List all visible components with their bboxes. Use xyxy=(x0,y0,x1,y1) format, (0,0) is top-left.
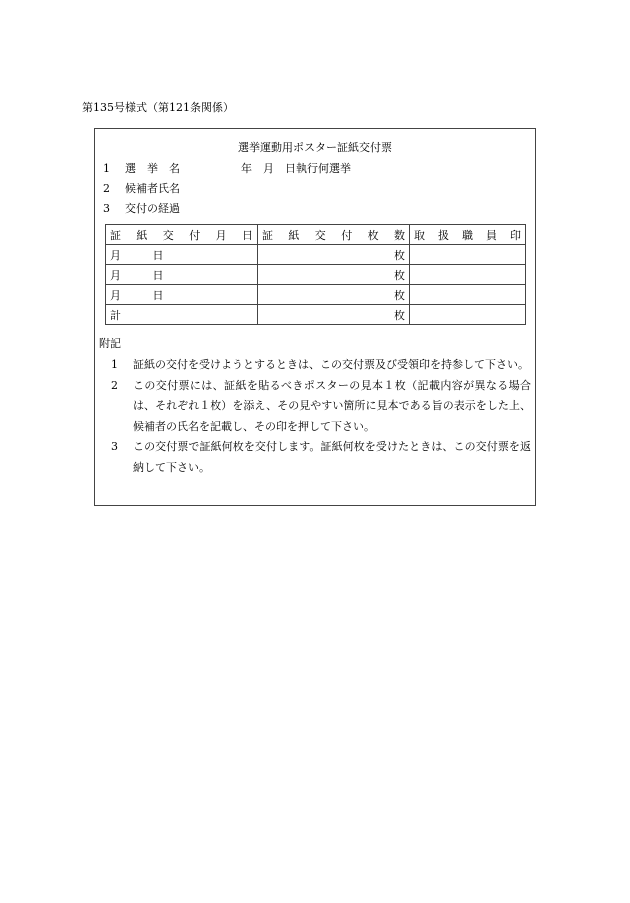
seal-cell xyxy=(410,305,526,325)
table-row xyxy=(106,245,526,265)
form-title: 選挙運動用ポスター証紙交付票 xyxy=(238,141,392,154)
column-header-staff-seal: 取扱職員印 xyxy=(410,225,526,245)
field-issuance-history xyxy=(103,202,180,216)
election-date-suffix: 年 月 日執行何選挙 xyxy=(241,162,351,175)
field-label: 交付の経過 xyxy=(125,202,180,215)
table-header-row xyxy=(106,225,526,245)
note-item xyxy=(111,355,531,376)
field-number: 3 xyxy=(103,202,110,215)
column-header-count: 証紙交付枚数 xyxy=(258,225,410,245)
total-label: 計 xyxy=(106,305,258,325)
note-item xyxy=(111,437,531,478)
issuance-table xyxy=(105,224,526,325)
note-text: この交付票には、証紙を貼るべきポスターの見本１枚（記載内容が異なる場合は、それぞれ１枚）を添え、その見やすい箇所に見本である旨の表示をした上、候補者の氏名を記載し、その印を押して下さい。 xyxy=(133,378,531,433)
note-number: 1 xyxy=(111,358,118,371)
table-row xyxy=(106,285,526,305)
note-text: この交付票で証紙何枚を交付します。証紙何枚を受けたときは、この交付票を返納して下さい。 xyxy=(133,440,531,474)
note-number: 2 xyxy=(111,378,118,392)
table-row xyxy=(106,265,526,285)
seal-cell xyxy=(410,245,526,265)
field-candidate-name xyxy=(103,182,180,196)
count-cell: 枚 xyxy=(258,285,410,305)
date-cell: 月 日 xyxy=(106,265,258,285)
total-count-cell: 枚 xyxy=(258,305,410,325)
date-cell: 月 日 xyxy=(106,285,258,305)
note-number: 3 xyxy=(111,440,118,453)
count-cell: 枚 xyxy=(258,265,410,285)
field-label: 選 挙 名 xyxy=(125,162,180,175)
column-header-date: 証紙交付月日 xyxy=(106,225,258,245)
seal-cell xyxy=(410,265,526,285)
count-cell: 枚 xyxy=(258,245,410,265)
date-cell: 月 日 xyxy=(106,245,258,265)
seal-cell xyxy=(410,285,526,305)
form-frame xyxy=(94,128,536,506)
notes-list xyxy=(111,355,531,478)
note-item xyxy=(111,376,531,438)
table-total-row xyxy=(106,305,526,325)
field-number: 1 xyxy=(103,162,110,175)
field-election-name xyxy=(103,162,180,176)
field-number: 2 xyxy=(103,182,110,195)
notes-heading: 附記 xyxy=(99,337,121,350)
note-text: 証紙の交付を受けようとするときは、この交付票及び受領印を持参して下さい。 xyxy=(133,358,529,371)
field-label: 候補者氏名 xyxy=(125,182,180,195)
form-number: 第135号様式（第121条関係） xyxy=(82,101,234,114)
